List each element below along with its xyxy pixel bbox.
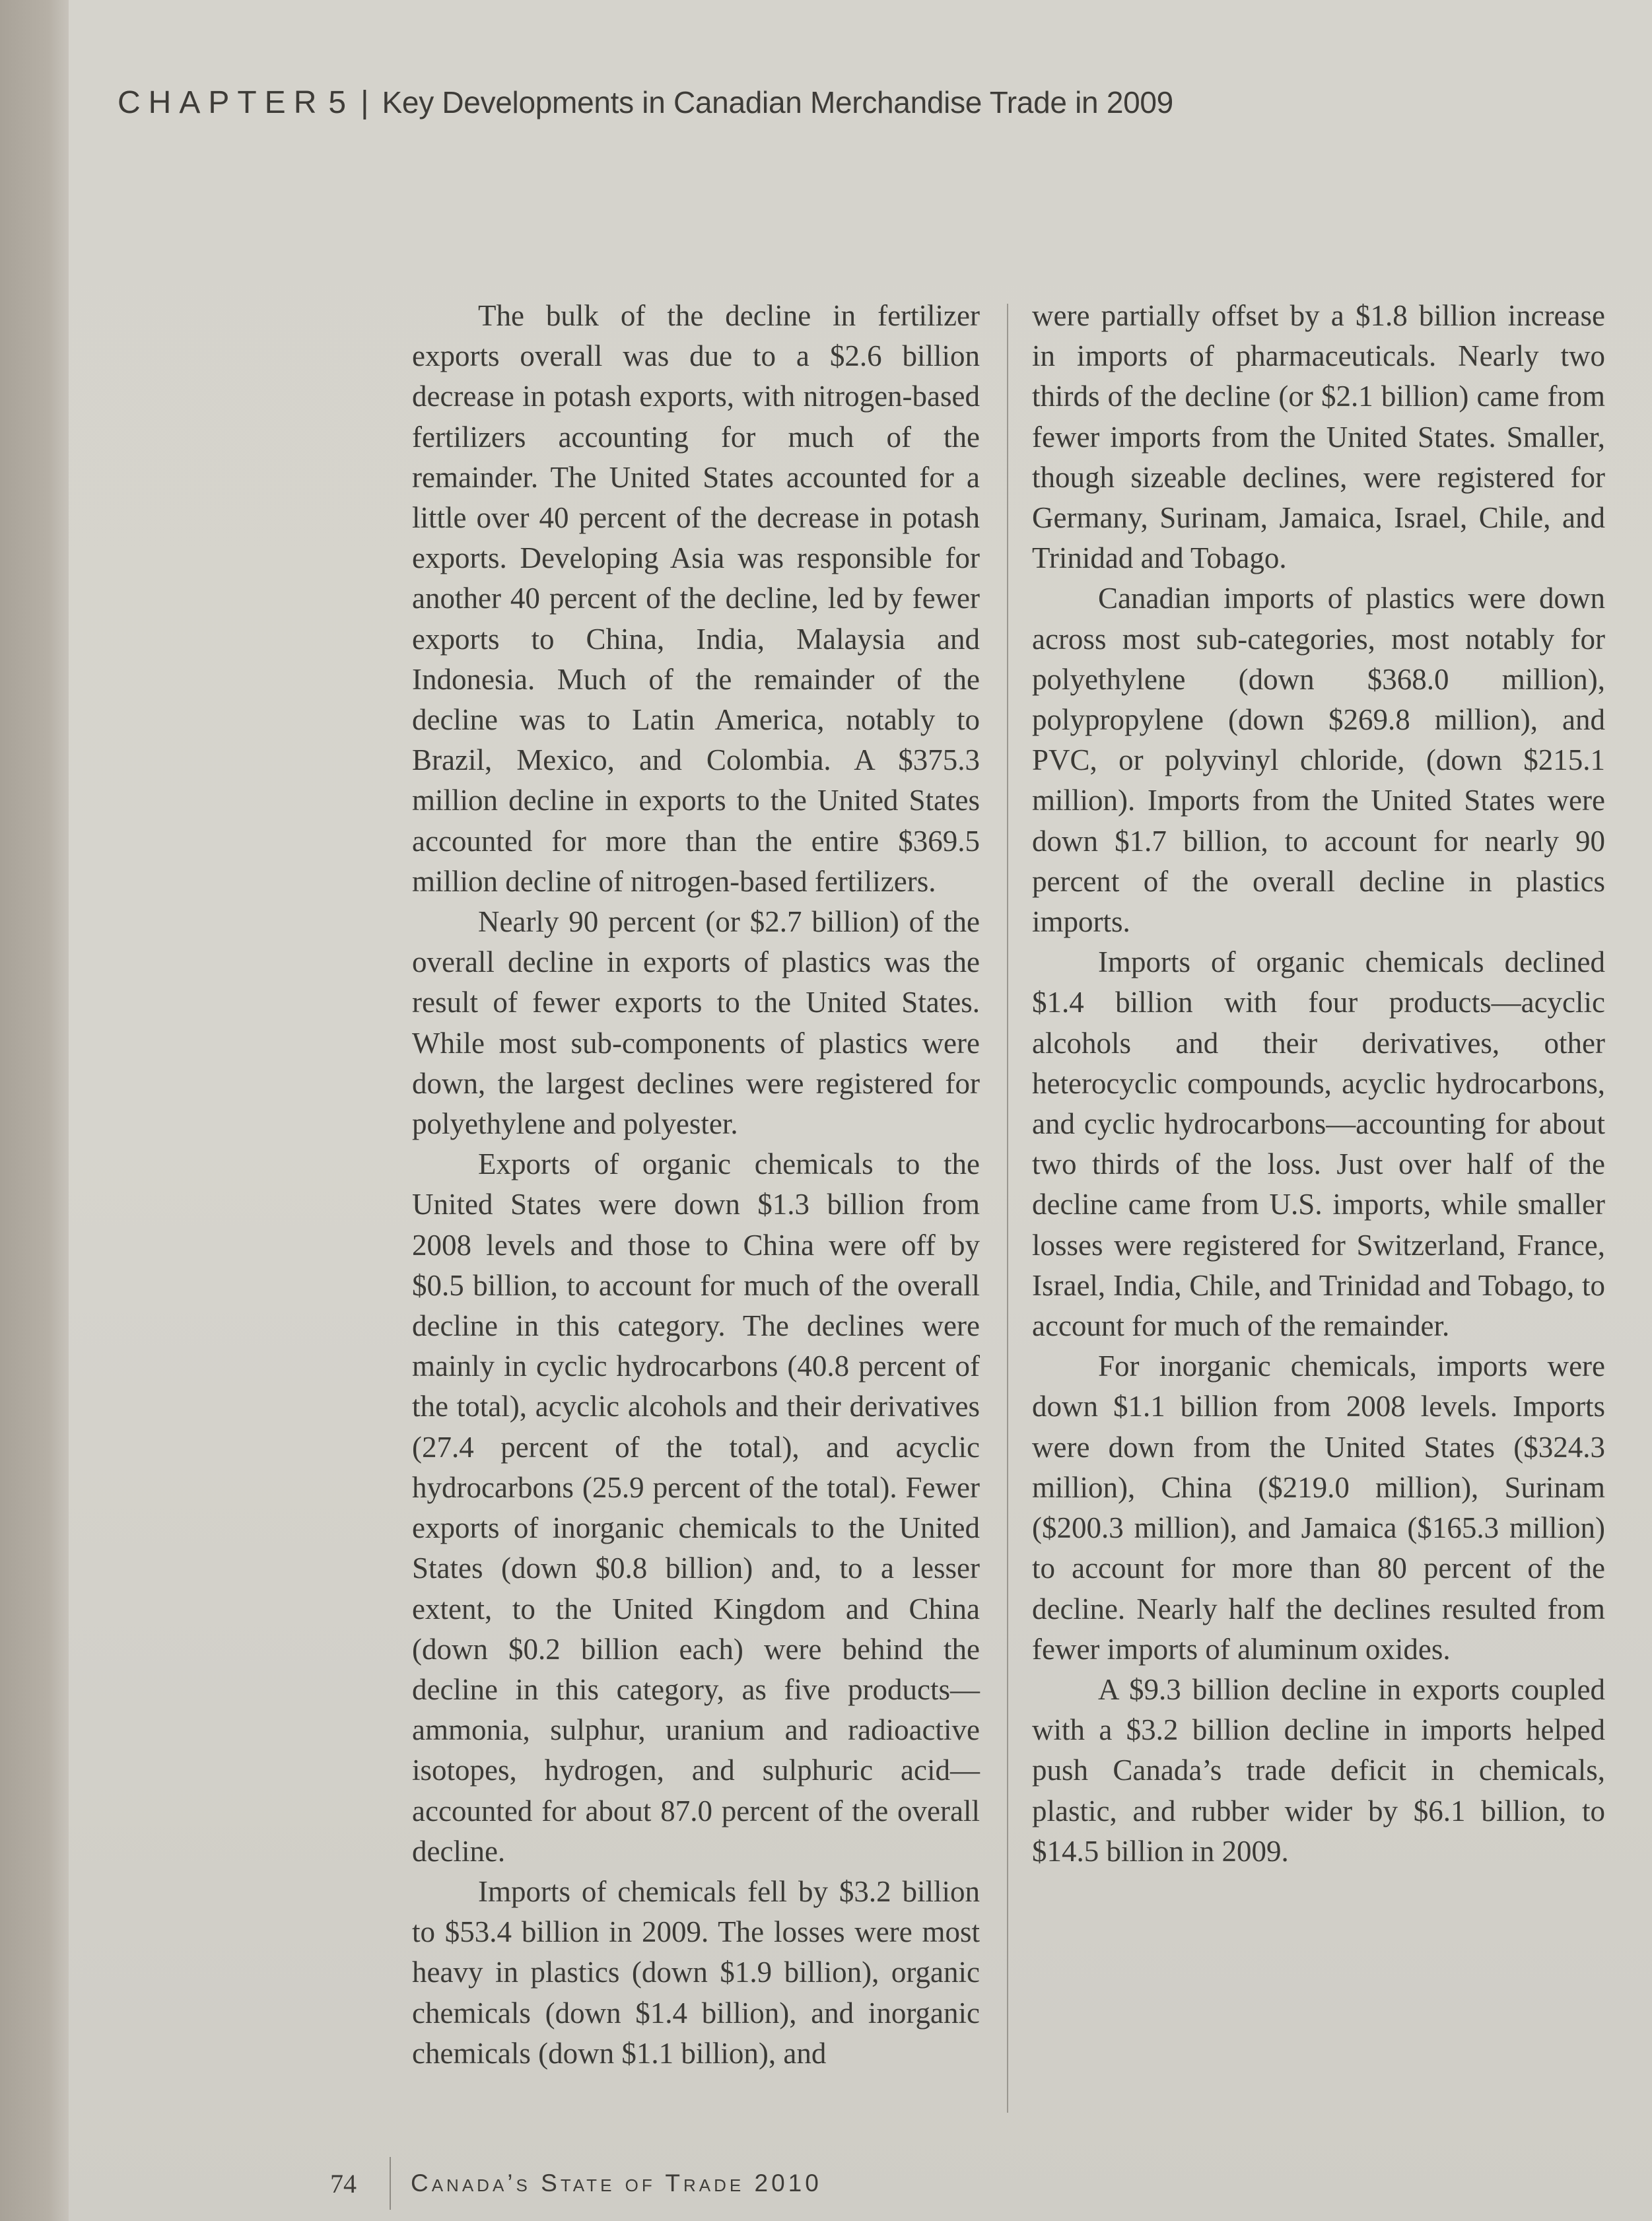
paragraph-plastics-imports: Canadian imports of plastics were down across most sub-categories, most notably for polyethylene (down $368.0 million), polypropylene (down $269.8 million), and PVC, or polyvinyl chloride, (down $215.1 million). Imports from the United States were down $1.7 billion, to account for nearly 90 percent of the overall decline in plastics imports. [1032, 582, 1605, 939]
paragraph-trade-deficit: A $9.3 billion decline in exports coupled with a $3.2 billion decline in imports helped push Canada’s trade deficit in chemicals, plastic, and rubber wider by $6.1 billion, to $14.5 billion in 2009. [1032, 1672, 1605, 1868]
paragraph-chemicals-imports-continued: were partially offset by a $1.8 billion increase in imports of pharmaceuticals. Nearly two thirds of the decline (or $2.1 billion) came from fewer imports from the United States. Smaller, though sizeable declines, were registered for Germany, Surinam, Jamaica, Israel, Chile, and Trinidad and Tobago. [1032, 299, 1605, 575]
right-text-column [1032, 296, 1605, 1872]
page-number: 74 [330, 2168, 357, 2199]
chapter-separator: | [361, 85, 369, 120]
page-footer [330, 2154, 822, 2213]
chapter-number: 5 [328, 85, 347, 120]
paragraph-plastics-exports: Nearly 90 percent (or $2.7 billion) of the overall decline in exports of plastics was the result of fewer exports to the United States. While most sub-components of plastics were down, the largest declines were registered for polyethylene and polyester. [412, 905, 980, 1141]
chapter-header [118, 85, 1173, 131]
paragraph-fertilizer-exports: The bulk of the decline in fertilizer exports overall was due to a $2.6 billion decrease in potash exports, with nitrogen-based fertilizers accounting for much of the remainder. The United States accounted for a little over 40 percent of the decrease in potash exports. Developing Asia was responsible for another 40 percent of the decline, led by fewer exports to China, India, Malaysia and Indonesia. Much of the remainder of the decline was to Latin America, notably to Brazil, Mexico, and Colombia. A $375.3 million decline in exports to the United States accounted for more than the entire $369.5 million decline of nitrogen-based fertilizers. [412, 299, 980, 898]
paragraph-chemicals-imports: Imports of chemicals fell by $3.2 billion to $53.4 billion in 2009. The losses were most heavy in plastics (down $1.9 billion), organic chemicals (down $1.4 billion), and inorganic chemicals (down $1.1 billion), and [412, 1874, 980, 2070]
paragraph-organic-chemicals-exports: Exports of organic chemicals to the United States were down $1.3 billion from 2008 levels and those to China were off by $0.5 billion, to account for much of the overall decline in this category. The declines were mainly in cyclic hydrocarbons (40.8 percent of the total), acyclic alcohols and their derivatives (27.4 percent of the total), and acyclic hydrocarbons (25.9 percent of the total). Fewer exports of inorganic chemicals to the United States (down $0.8 billion) and, to a lesser extent, to the United Kingdom and China (down $0.2 billion each) were behind the decline in this category, as five products—ammonia, sulphur, uranium and radioactive isotopes, hydrogen, and sulphuric acid—accounted for about 87.0 percent of the overall decline. [412, 1147, 980, 1868]
chapter-title: Key Developments in Canadian Merchandise Trade in 2009 [382, 85, 1173, 120]
chapter-label: CHAPTER [118, 85, 325, 120]
publication-title: Canada’s State of Trade 2010 [411, 2170, 822, 2197]
column-divider [1007, 304, 1008, 2113]
page-binding-edge [0, 0, 69, 2221]
paragraph-inorganic-chemicals-imports: For inorganic chemicals, imports were down $1.1 billion from 2008 levels. Imports were down from the United States ($324.3 million), China ($219.0 million), Surinam ($200.3 million), and Jamaica ($165.3 million) to account for more than 80 percent of the decline. Nearly half the declines resulted from fewer imports of aluminum oxides. [1032, 1350, 1605, 1666]
paragraph-organic-chemicals-imports: Imports of organic chemicals declined $1.4 billion with four products—acyclic alcohols and their derivatives, other heterocyclic compounds, acyclic hydrocarbons, and cyclic hydrocarbons—accounting for about two thirds of the loss. Just over half of the decline came from U.S. imports, while smaller losses were registered for Switzerland, France, Israel, India, Chile, and Trinidad and Tobago, to account for much of the remainder. [1032, 945, 1605, 1343]
left-text-column [412, 296, 980, 2074]
footer-divider [390, 2157, 391, 2210]
